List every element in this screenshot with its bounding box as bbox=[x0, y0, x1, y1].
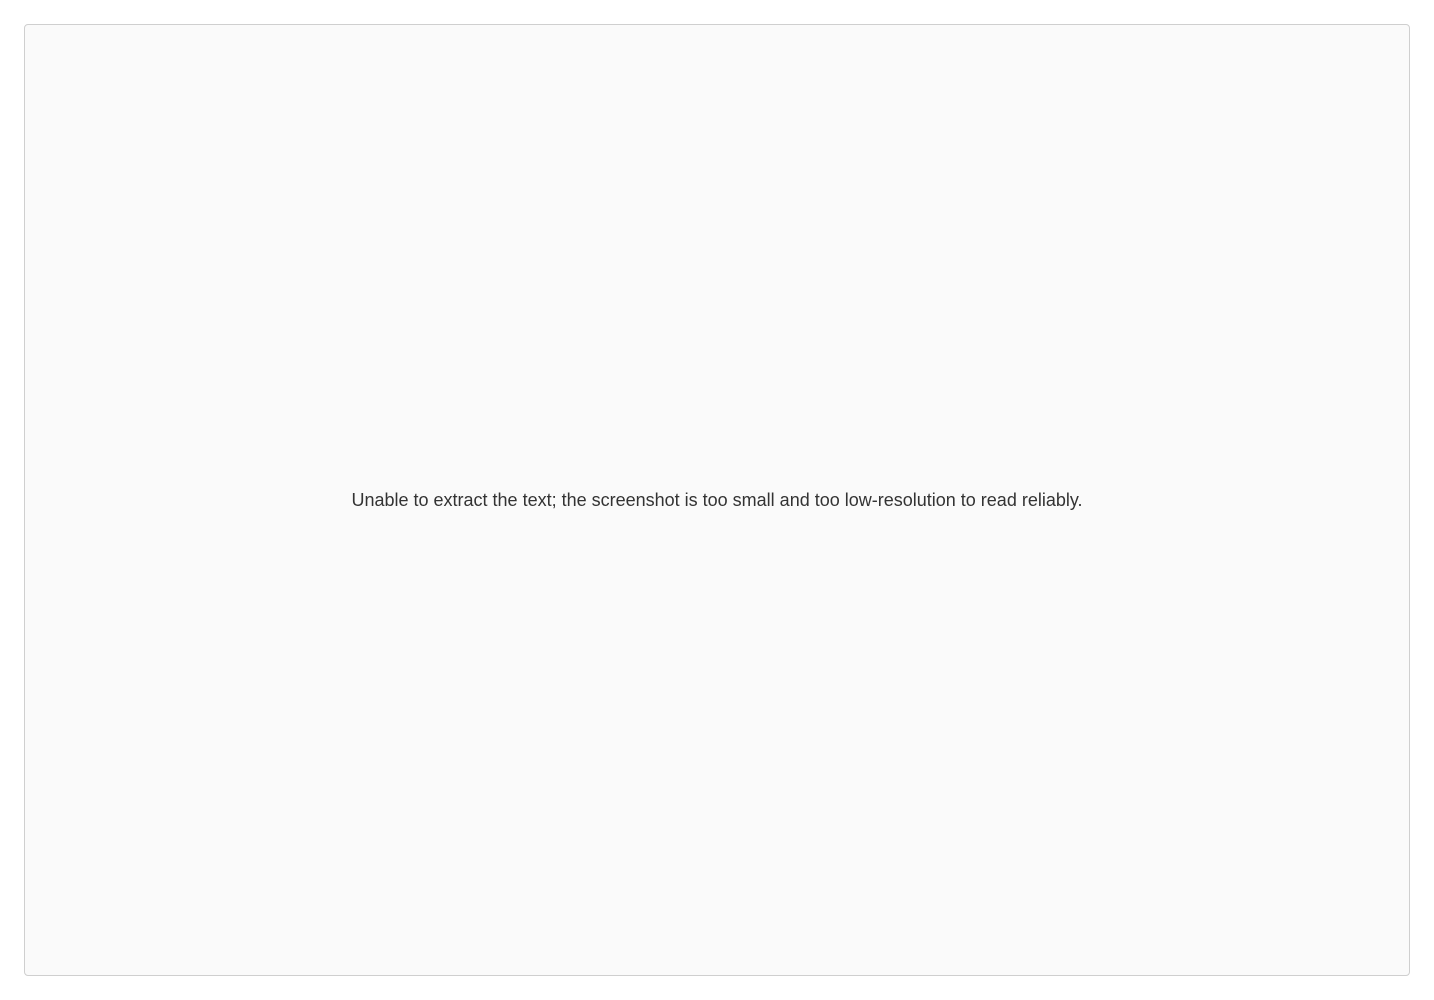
extraction-notice bbox=[24, 24, 1410, 976]
notice-text: Unable to extract the text; the screenshot is too small and too low-resolution to read reliably. bbox=[351, 489, 1083, 510]
